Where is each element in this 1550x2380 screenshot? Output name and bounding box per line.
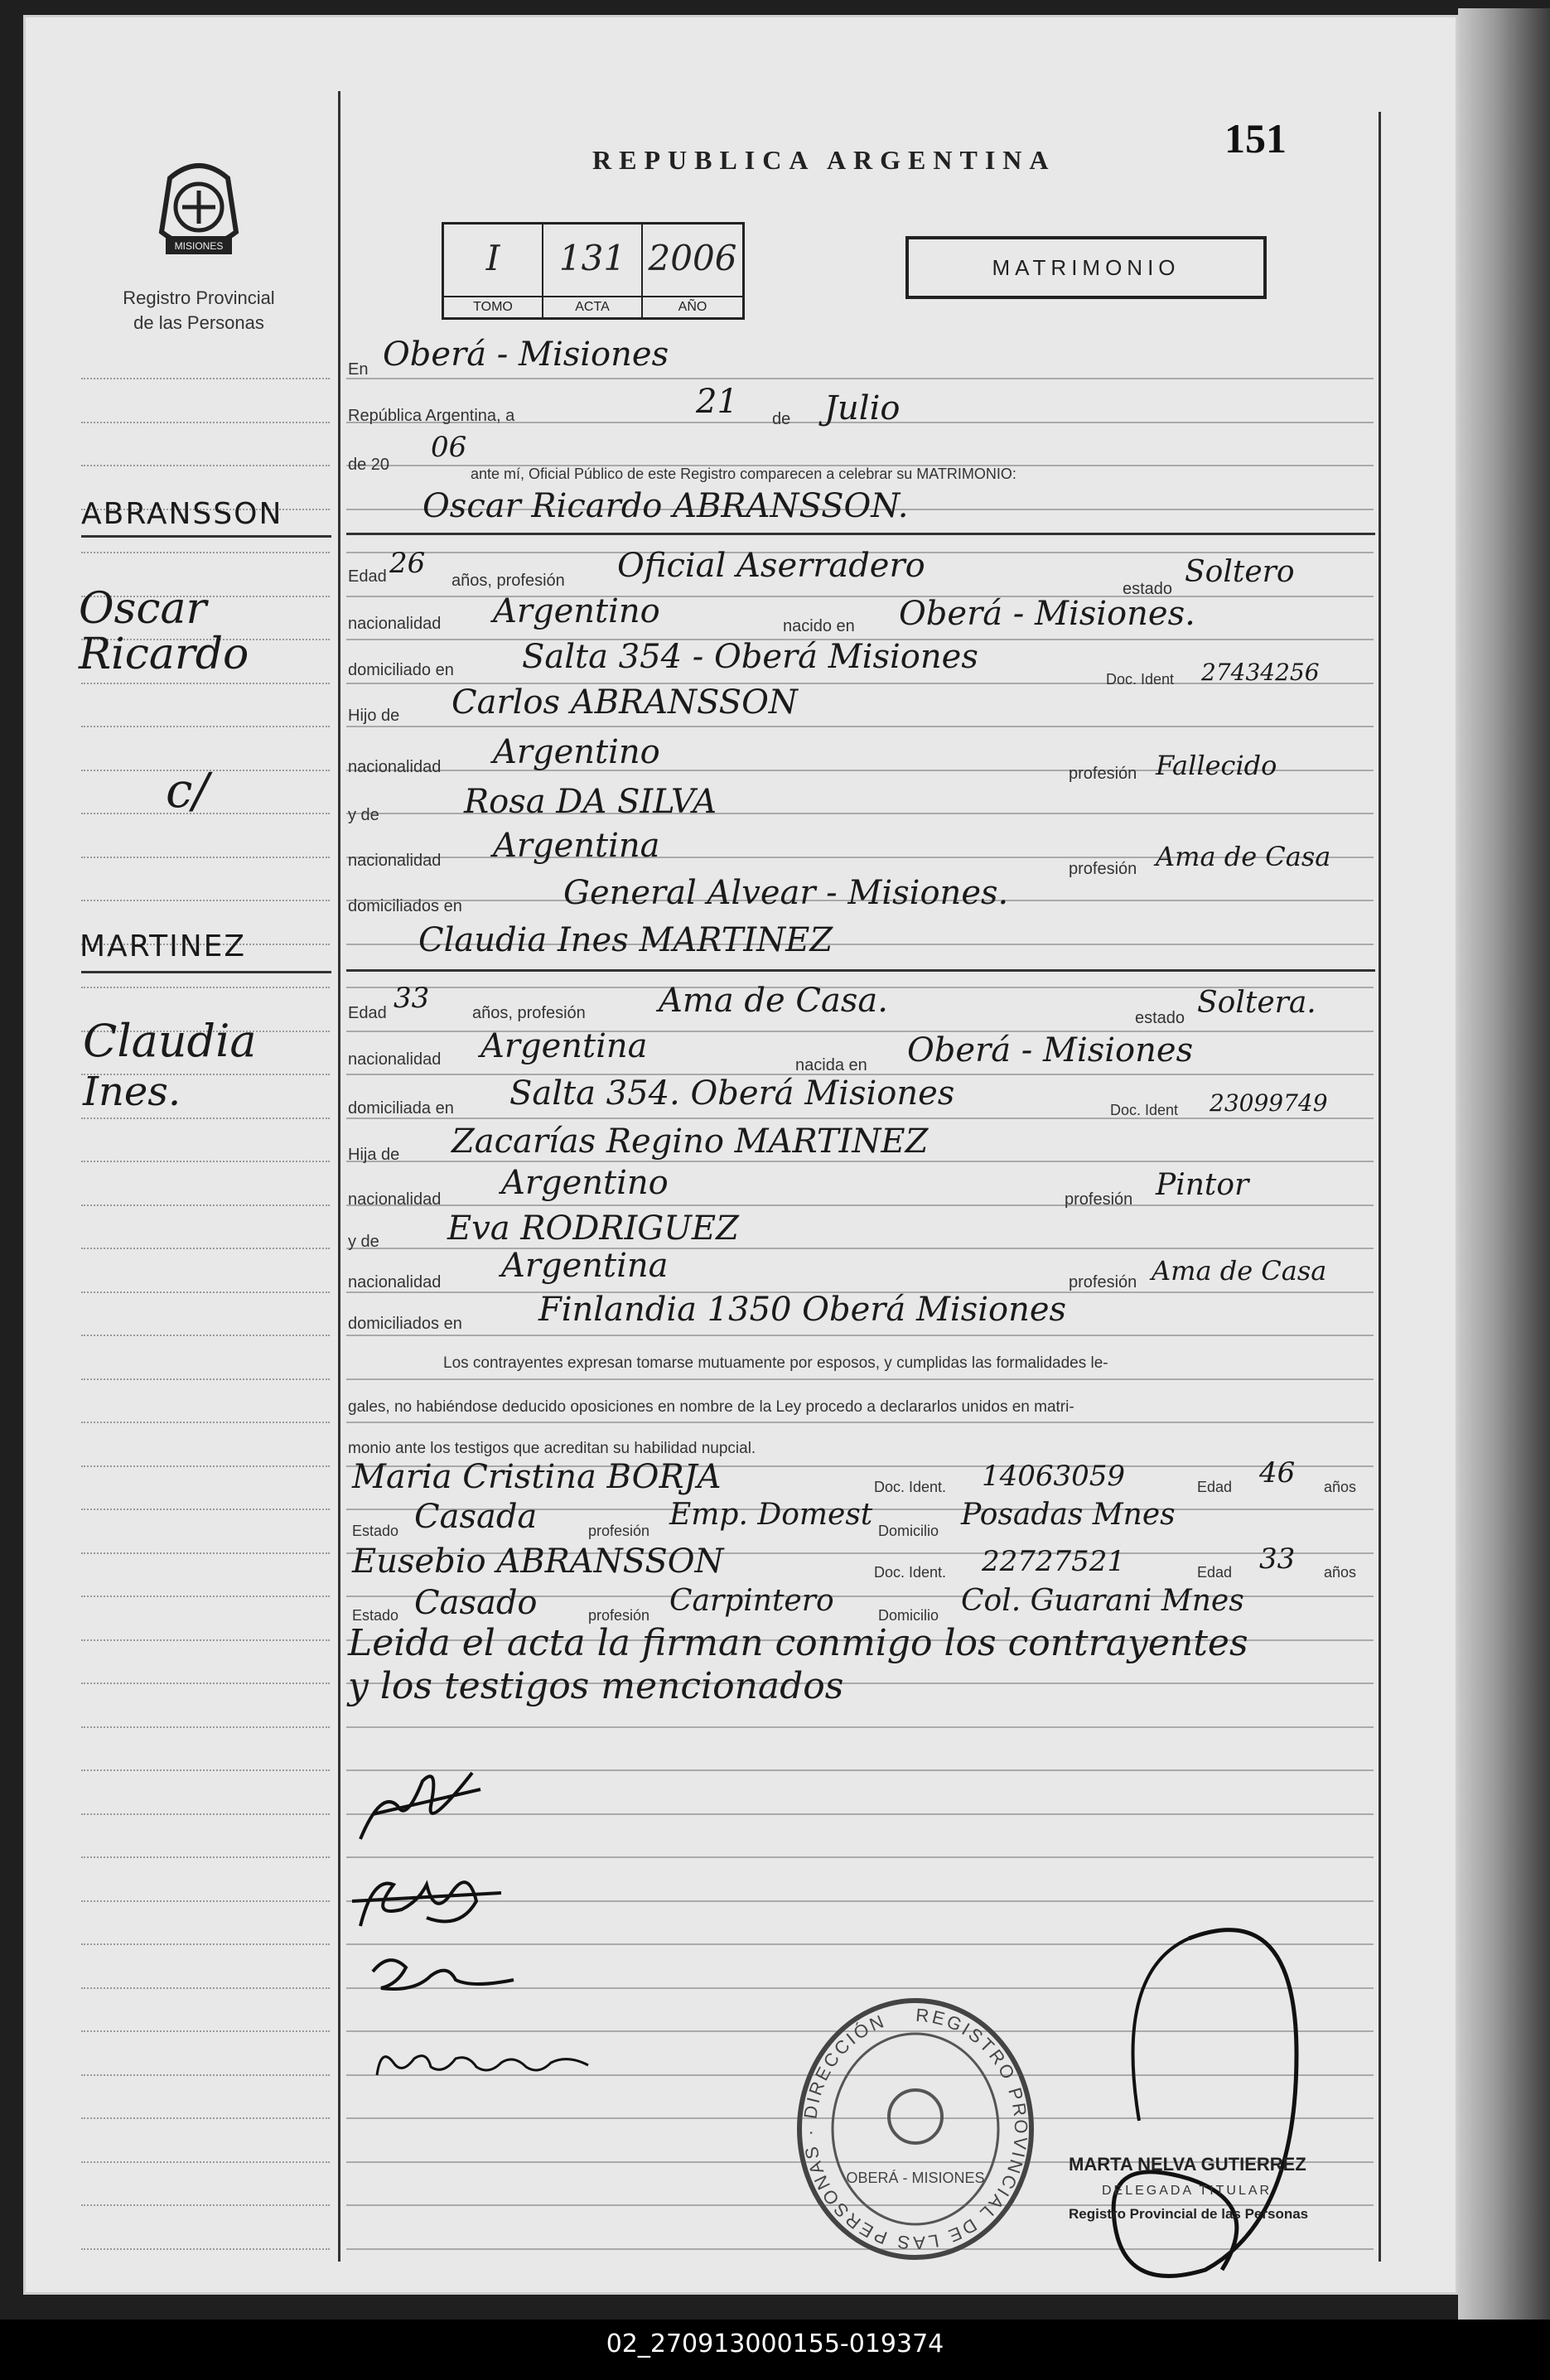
bride-doc-label: Doc. Ident <box>1110 1102 1179 1118</box>
groom-nacido-label: nacido en <box>783 617 855 635</box>
acta-label: ACTA <box>543 296 641 317</box>
bride-edad: 33 <box>394 982 430 1015</box>
bride-padre-profesion: Pintor <box>1156 1168 1249 1202</box>
witness-2-domicilio: Col. Guarani Mnes <box>961 1584 1244 1618</box>
witness-1-anos-label: años <box>1324 1479 1357 1495</box>
bride-domicilio-label: domiciliada en <box>348 1099 454 1118</box>
groom-domicilio-label: domiciliado en <box>348 661 454 679</box>
margin-ruled-line <box>81 465 330 466</box>
bride-padre: Zacarías Regino MARTINEZ <box>451 1122 929 1161</box>
anio-cell <box>643 224 742 317</box>
bride-madre-profesion: Ama de Casa <box>1152 1255 1327 1287</box>
bride-madre-prof-label: profesión <box>1069 1273 1137 1291</box>
margin-ruled-line <box>81 1204 330 1206</box>
registry-stamp <box>791 1992 1040 2266</box>
witness-2-prof-label: profesión <box>588 1607 650 1624</box>
bride-nacida-label: nacida en <box>795 1056 867 1074</box>
groom-padre-nac-label: nacionalidad <box>348 758 442 776</box>
margin-groom-given-2: Ricardo <box>79 630 249 679</box>
signature-1 <box>348 1756 497 1856</box>
margin-ruled-line <box>81 2117 330 2119</box>
witness-1-prof-label: profesión <box>588 1523 650 1539</box>
ruled-line <box>346 726 1374 727</box>
groom-edad: 26 <box>389 547 426 580</box>
ruled-line <box>346 1422 1374 1423</box>
bride-section-rule <box>346 969 1375 972</box>
witness-2-edad-label: Edad <box>1197 1564 1233 1581</box>
margin-ruled-line <box>81 552 330 553</box>
folio-number: 151 <box>1224 115 1287 162</box>
groom-profesion-label: años, profesión <box>451 572 565 590</box>
margin-ruled-line <box>81 857 330 858</box>
official-org: Registro Provincial de las Personas <box>1069 2206 1309 2222</box>
official-signature <box>1089 1905 1338 2286</box>
ruled-line <box>346 1161 1374 1162</box>
bride-nacionalidad: Argentina <box>480 1027 648 1065</box>
witness-1-profesion: Emp. Domest <box>669 1498 873 1532</box>
bride-profesion-label: años, profesión <box>472 1004 586 1022</box>
margin-ruled-line <box>81 2074 330 2076</box>
acta-cell <box>543 224 643 317</box>
margin-ruled-line <box>81 2030 330 2032</box>
stamp-ring-text: REGISTRO PROVINCIAL DE LAS PERSONAS · DIRECCIÓN <box>799 2004 1032 2254</box>
groom-padre-nacionalidad: Argentino <box>493 733 660 771</box>
margin-ruled-line <box>81 726 330 727</box>
month: Julio <box>824 389 901 427</box>
bride-hija-label: Hija de <box>348 1146 400 1164</box>
margin-ruled-line <box>81 1596 330 1597</box>
margin-ruled-line <box>81 1335 330 1336</box>
country-title: REPUBLICA ARGENTINA <box>592 145 1056 175</box>
margin-ruled-line <box>81 1118 330 1119</box>
de-label: de <box>772 410 791 428</box>
margin-ruled-line <box>81 1465 330 1467</box>
bride-padre-prof-label: profesión <box>1065 1190 1133 1209</box>
bride-estado: Soltera. <box>1197 986 1316 1020</box>
groom-domicilio: Salta 354 - Oberá Misiones <box>522 638 978 676</box>
bride-edad-label: Edad <box>348 1004 387 1022</box>
margin-divider <box>338 91 340 2262</box>
signature-2 <box>344 1851 509 1943</box>
margin-ruled-line <box>81 1856 330 1858</box>
margin-ruled-line <box>81 1726 330 1728</box>
margin-ruled-line <box>81 378 330 379</box>
groom-doc-label: Doc. Ident <box>1106 671 1175 688</box>
bride-madre-nacionalidad: Argentina <box>501 1247 669 1285</box>
logo-text: MISIONES <box>174 240 224 252</box>
declaration-line-1: Los contrayentes expresan tomarse mutuamente por esposos, y cumplidas las formalidades le- <box>443 1354 1108 1372</box>
anio-value: 2006 <box>648 238 737 278</box>
groom-madre: Rosa DA SILVA <box>464 783 717 821</box>
bride-yde-label: y de <box>348 1233 379 1251</box>
groom-nacionalidad-label: nacionalidad <box>348 615 442 633</box>
margin-rule-top <box>81 535 331 538</box>
witness-2-edad: 33 <box>1259 1542 1296 1576</box>
bride-madre: Eva RODRIGUEZ <box>447 1209 739 1248</box>
margin-ruled-line <box>81 987 330 988</box>
declaration-line-2: gales, no habiéndose deducido oposiciones en nombre de la Ley procedo a declararlos unidos en matri- <box>348 1398 1074 1416</box>
groom-madre-prof-label: profesión <box>1069 860 1137 878</box>
signature-3 <box>356 1943 522 2001</box>
groom-hijo-label: Hijo de <box>348 707 400 725</box>
tomo-value: I <box>485 238 500 278</box>
margin-bride-given-1: Claudia <box>83 1015 257 1067</box>
bride-padre-nacionalidad: Argentino <box>501 1164 669 1202</box>
witness-1-doc: 14063059 <box>982 1460 1126 1493</box>
witness-2-anos-label: años <box>1324 1564 1357 1581</box>
margin-ruled-line <box>81 1422 330 1423</box>
groom-estado-label: estado <box>1123 580 1173 598</box>
register-box <box>442 222 745 320</box>
groom-yde-label: y de <box>348 806 379 824</box>
bride-domicilio: Salta 354. Oberá Misiones <box>509 1074 955 1113</box>
groom-padre: Carlos ABRANSSON <box>451 683 798 722</box>
footer-id: 02_270913000155-019374 <box>606 2329 944 2358</box>
tomo-cell <box>444 224 543 317</box>
margin-ruled-line <box>81 2248 330 2250</box>
margin-ruled-line <box>81 900 330 901</box>
margin-ruled-line <box>81 1943 330 1945</box>
groom-profesion: Oficial Aserradero <box>617 547 925 585</box>
groom-doc: 27434256 <box>1201 659 1320 686</box>
margin-ruled-line <box>81 1900 330 1902</box>
bride-estado-label: estado <box>1135 1009 1185 1027</box>
witness-1-name: Maria Cristina BORJA <box>352 1458 722 1496</box>
republica-label: República Argentina, a <box>348 407 515 425</box>
bride-madre-nac-label: nacionalidad <box>348 1273 442 1291</box>
bride-fullname: Claudia Ines MARTINEZ <box>418 921 833 959</box>
witness-2-profesion: Carpintero <box>669 1584 834 1618</box>
book-spine <box>1458 8 1550 2320</box>
groom-padres-dom-label: domiciliados en <box>348 897 462 915</box>
bride-profesion: Ama de Casa. <box>659 982 888 1020</box>
tomo-label: TOMO <box>444 296 542 317</box>
margin-ruled-line <box>81 1291 330 1293</box>
groom-nacionalidad: Argentino <box>493 592 660 630</box>
ruled-line <box>346 1769 1374 1771</box>
ruled-line <box>346 1248 1374 1249</box>
groom-madre-nacionalidad: Argentina <box>493 827 660 865</box>
witness-1-estado-label: Estado <box>352 1523 399 1539</box>
bride-padres-domicilio: Finlandia 1350 Oberá Misiones <box>538 1291 1067 1329</box>
org-line-2: de las Personas <box>133 312 264 333</box>
ruled-line <box>346 1118 1374 1119</box>
witness-2-estado-label: Estado <box>352 1607 399 1624</box>
acta-value: 131 <box>558 238 626 278</box>
witness-2-dom-label: Domicilio <box>878 1607 939 1624</box>
groom-madre-profesion: Ama de Casa <box>1156 841 1331 872</box>
margin-ruled-line <box>81 1552 330 1554</box>
margin-rule-mid <box>81 971 331 973</box>
margin-ruled-line <box>81 2204 330 2206</box>
margin-ruled-line <box>81 1813 330 1815</box>
act-type-box: MATRIMONIO <box>905 236 1267 299</box>
margin-ruled-line <box>81 422 330 423</box>
ruled-line <box>346 1204 1374 1206</box>
margin-ruled-line <box>81 1248 330 1249</box>
day: 21 <box>696 383 738 421</box>
year-suffix: 06 <box>431 431 467 464</box>
bride-padre-nac-label: nacionalidad <box>348 1190 442 1209</box>
witness-2-name: Eusebio ABRANSSON <box>352 1542 724 1581</box>
provincial-seal-logo <box>145 153 253 269</box>
anio-label: AÑO <box>643 296 742 317</box>
official-name: MARTA NELVA GUTIERREZ <box>1069 2154 1306 2175</box>
bride-padres-dom-label: domiciliados en <box>348 1315 462 1333</box>
groom-fullname: Oscar Ricardo ABRANSSON. <box>423 487 909 525</box>
groom-padre-prof-label: profesión <box>1069 765 1137 783</box>
signature-4 <box>373 2042 596 2083</box>
org-line-1: Registro Provincial <box>123 287 275 308</box>
right-border <box>1379 112 1381 2262</box>
ruled-line <box>346 1378 1374 1380</box>
ruled-line <box>346 1813 1374 1815</box>
witness-1-domicilio: Posadas Mnes <box>961 1498 1176 1532</box>
ruled-line <box>346 1726 1374 1728</box>
witness-1-dom-label: Domicilio <box>878 1523 939 1539</box>
witness-2-doc: 22727521 <box>982 1545 1126 1578</box>
declaration-line-3: monio ante los testigos que acreditan su habilidad nupcial. <box>348 1440 756 1457</box>
witness-1-estado: Casada <box>414 1498 538 1536</box>
groom-padres-domicilio: General Alvear - Misiones. <box>563 874 1009 912</box>
groom-padre-profesion: Fallecido <box>1156 750 1277 781</box>
margin-ruled-line <box>81 1682 330 1684</box>
closing-line-1: Leida el acta la firman conmigo los contrayentes <box>348 1622 1248 1664</box>
statement: ante mí, Oficial Público de este Registro comparecen a celebrar su MATRIMONIO: <box>471 466 1016 482</box>
witness-1-doc-label: Doc. Ident. <box>874 1479 947 1495</box>
groom-nacido-en: Oberá - Misiones. <box>899 595 1195 633</box>
witness-2-estado: Casado <box>414 1584 538 1622</box>
place: Oberá - Misiones <box>383 336 669 374</box>
margin-ruled-line <box>81 1161 330 1162</box>
margin-ruled-line <box>81 1987 330 1989</box>
ruled-line <box>346 1335 1374 1336</box>
witness-1-edad-label: Edad <box>1197 1479 1233 1495</box>
organization-name <box>99 286 298 336</box>
year-prefix: de 20 <box>348 456 390 474</box>
margin-ruled-line <box>81 1378 330 1380</box>
official-title: DELEGADA TITULAR <box>1102 2184 1272 2198</box>
margin-bride-given-2: Ines. <box>83 1069 181 1115</box>
witness-2-doc-label: Doc. Ident. <box>874 1564 947 1581</box>
groom-section-rule <box>346 533 1375 535</box>
bride-nacida-en: Oberá - Misiones <box>907 1031 1194 1069</box>
margin-bride-surname: MARTINEZ <box>80 929 247 963</box>
margin-ruled-line <box>81 1509 330 1510</box>
bride-doc: 23099749 <box>1210 1089 1328 1117</box>
margin-ruled-line <box>81 1769 330 1771</box>
margin-conjunction: c/ <box>166 762 210 818</box>
bride-nacionalidad-label: nacionalidad <box>348 1050 442 1069</box>
margin-groom-given-1: Oscar <box>79 584 207 634</box>
margin-groom-surname: ABRANSSON <box>81 497 283 531</box>
margin-ruled-line <box>81 2161 330 2163</box>
witness-1-edad: 46 <box>1259 1456 1296 1489</box>
groom-madre-nac-label: nacionalidad <box>348 852 442 870</box>
margin-ruled-line <box>81 683 330 684</box>
closing-line-2: y los testigos mencionados <box>348 1665 844 1707</box>
svg-text:REGISTRO PROVINCIAL DE LAS PER <box>799 2005 1031 2254</box>
en-label: En <box>348 360 369 379</box>
margin-ruled-line <box>81 1639 330 1641</box>
ruled-line <box>346 378 1374 379</box>
groom-edad-label: Edad <box>348 567 387 586</box>
groom-estado: Soltero <box>1185 555 1295 589</box>
stamp-center-text: OBERÁ - MISIONES <box>846 2170 985 2186</box>
